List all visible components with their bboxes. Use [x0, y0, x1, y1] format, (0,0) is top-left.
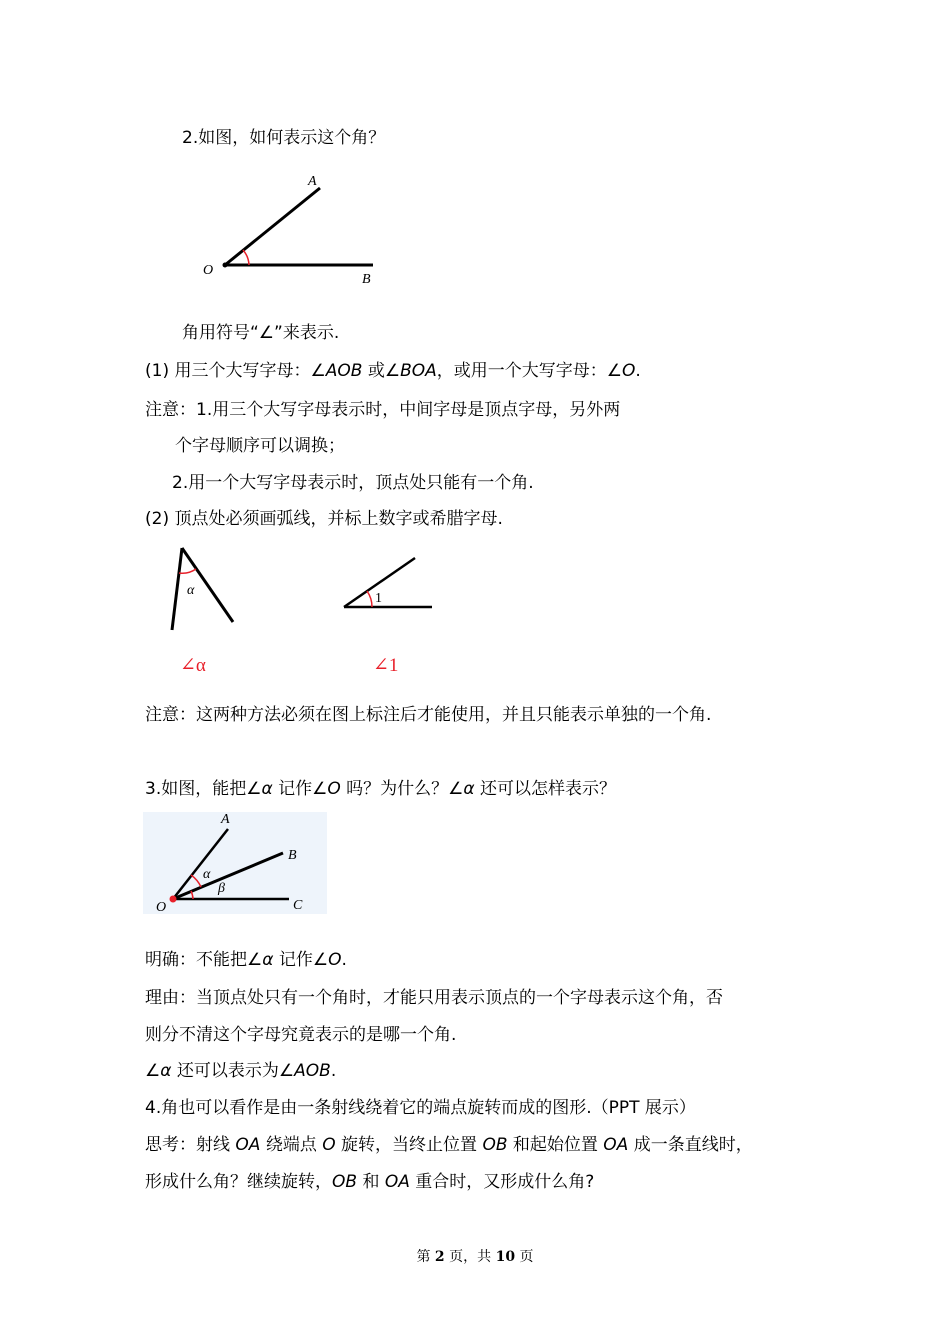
angle-alpha-figure — [165, 545, 245, 635]
label-one: 1 — [375, 591, 382, 606]
also-representation: ∠α 还可以表示为∠AOB. — [145, 1061, 337, 1081]
label-b: B — [362, 272, 371, 287]
caption-angle-one: ∠1 — [373, 655, 399, 676]
question-2-heading: 2.如图，如何表示这个角？ — [182, 128, 386, 148]
method-2: (2) 顶点处必须画弧线，并标上数字或希腊字母. — [145, 509, 503, 529]
note-1-line-2: 个字母顺序可以调换； — [175, 436, 345, 456]
page-footer: 第 2 页，共 10 页 — [416, 1249, 534, 1265]
label-beta: β — [218, 881, 225, 896]
symbol-line: 角用符号“∠”来表示. — [182, 323, 340, 343]
question-4: 4.角也可以看作是由一条射线绕着它的端点旋转而成的图形.（PPT 展示） — [145, 1098, 696, 1118]
label-c: C — [293, 898, 303, 913]
label-a: A — [308, 174, 317, 189]
angle-aob-figure — [195, 170, 385, 290]
label-b: B — [288, 848, 297, 863]
note-1-line-1: 注意：1.用三个大写字母表示时，中间字母是顶点字母，另外两 — [145, 400, 621, 420]
label-a: A — [221, 812, 230, 827]
caption-angle-alpha: ∠α — [180, 655, 206, 676]
label-o: O — [156, 900, 167, 915]
label-o: O — [203, 263, 214, 278]
think-line-2: 形成什么角？继续旋转，OB 和 OA 重合时，又形成什么角? — [145, 1172, 595, 1192]
angle-one-figure — [340, 555, 440, 615]
label-alpha: α — [187, 583, 195, 598]
reason-line-1: 理由：当顶点处只有一个角时，才能只用表示顶点的一个字母表示这个角，否 — [145, 988, 723, 1008]
label-alpha: α — [203, 867, 211, 882]
question-3: 3.如图，能把∠α 记作∠O 吗？为什么？∠α 还可以怎样表示？ — [145, 779, 617, 799]
note-1-line-3: 2.用一个大写字母表示时，顶点处只能有一个角. — [172, 473, 534, 493]
reason-line-2: 则分不清这个字母究竟表示的是哪一个角. — [145, 1025, 457, 1045]
think-line-1: 思考：射线 OA 绕端点 O 旋转，当终止位置 OB 和起始位置 OA 成一条直线时， — [145, 1135, 753, 1155]
angle-aobc-figure — [143, 812, 327, 914]
note-2: 注意：这两种方法必须在图上标注后才能使用，并且只能表示单独的一个角. — [145, 705, 712, 725]
method-1: (1) 用三个大写字母：∠AOB 或∠BOA，或用一个大写字母：∠O. — [145, 361, 641, 381]
answer-clear: 明确：不能把∠α 记作∠O. — [145, 950, 347, 970]
